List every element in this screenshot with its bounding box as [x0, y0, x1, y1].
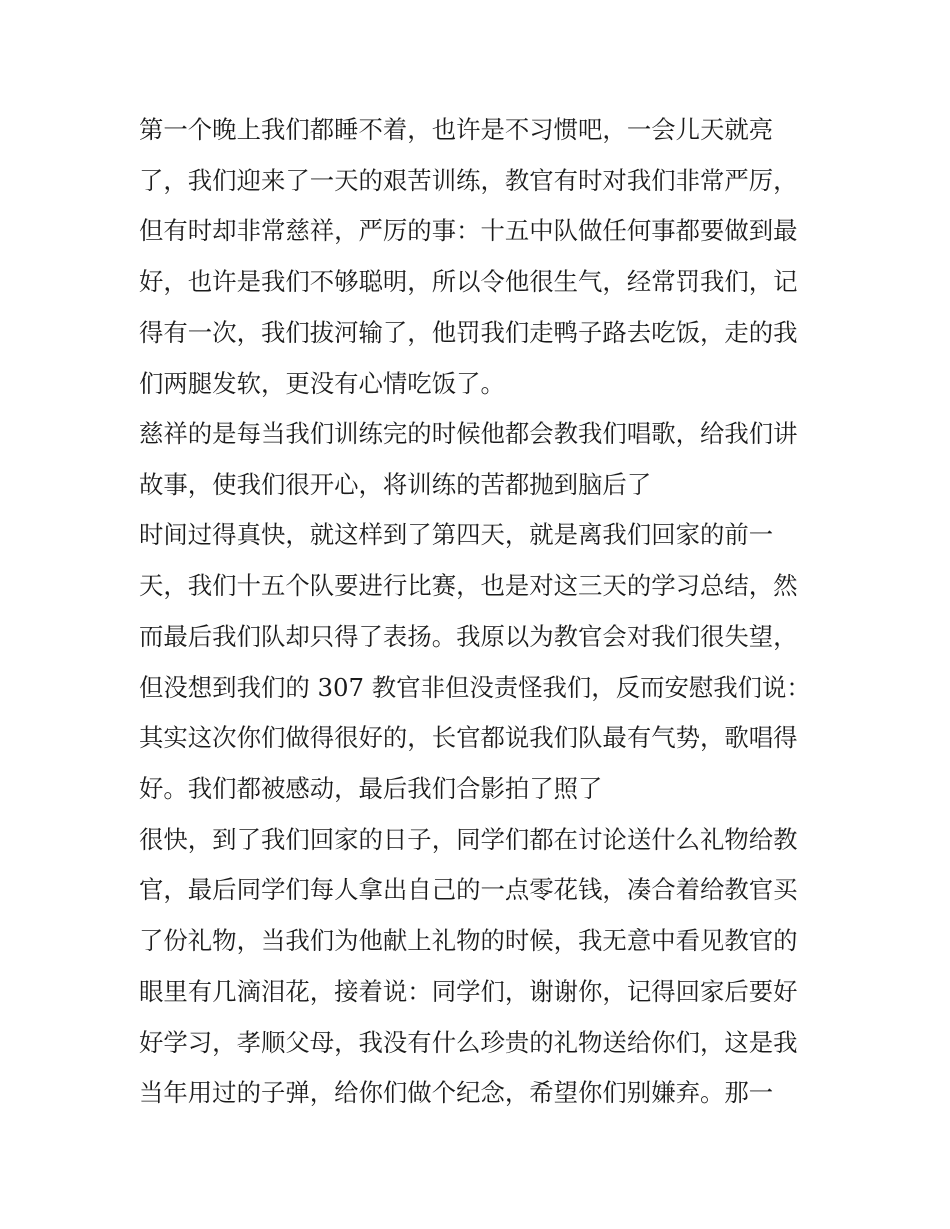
text-line: 当年用过的子弹，给你们做个纪念，希望你们别嫌弃。那一	[139, 1078, 774, 1107]
text-line: 了份礼物，当我们为他献上礼物的时候，我无意中看见教官的	[139, 926, 798, 955]
text-line: 好，也许是我们不够聪明，所以令他很生气，经常罚我们，记	[139, 267, 798, 296]
text-line: 第一个晚上我们都睡不着，也许是不习惯吧，一会儿天就亮	[139, 115, 774, 144]
text-line: 时间过得真快，就这样到了第四天，就是离我们回家的前一	[139, 520, 774, 549]
text-line: 故事，使我们很开心，将训练的苦都抛到脑后了	[139, 470, 652, 499]
text-line: 好学习，孝顺父母，我没有什么珍贵的礼物送给你们，这是我	[139, 1028, 798, 1057]
text-line: 慈祥的是每当我们训练完的时候他都会教我们唱歌，给我们讲	[139, 419, 798, 448]
text-line: 其实这次你们做得很好的，长官都说我们队最有气势，歌唱得	[139, 723, 798, 752]
text-line: 而最后我们队却只得了表扬。我原以为教官会对我们很失望，	[139, 622, 798, 651]
text-line: 很快，到了我们回家的日子，同学们都在讨论送什么礼物给教	[139, 825, 798, 854]
text-line: 官，最后同学们每人拿出自己的一点零花钱，凑合着给教官买	[139, 875, 798, 904]
text-line: 但有时却非常慈祥，严厉的事：十五中队做任何事都要做到最	[139, 216, 798, 245]
text-line: 眼里有几滴泪花，接着说：同学们，谢谢你，记得回家后要好	[139, 977, 798, 1006]
text-line: 了，我们迎来了一天的艰苦训练，教官有时对我们非常严厉，	[139, 166, 798, 195]
text-line: 得有一次，我们拔河输了，他罚我们走鸭子路去吃饭，走的我	[139, 318, 798, 347]
text-line: 但没想到我们的 307 教官非但没责怪我们，反而安慰我们说：	[139, 673, 811, 702]
text-line: 们两腿发软，更没有心情吃饭了。	[139, 369, 505, 398]
text-line: 天，我们十五个队要进行比赛，也是对这三天的学习总结，然	[139, 571, 798, 600]
text-line: 好。我们都被感动，最后我们合影拍了照了	[139, 774, 603, 803]
